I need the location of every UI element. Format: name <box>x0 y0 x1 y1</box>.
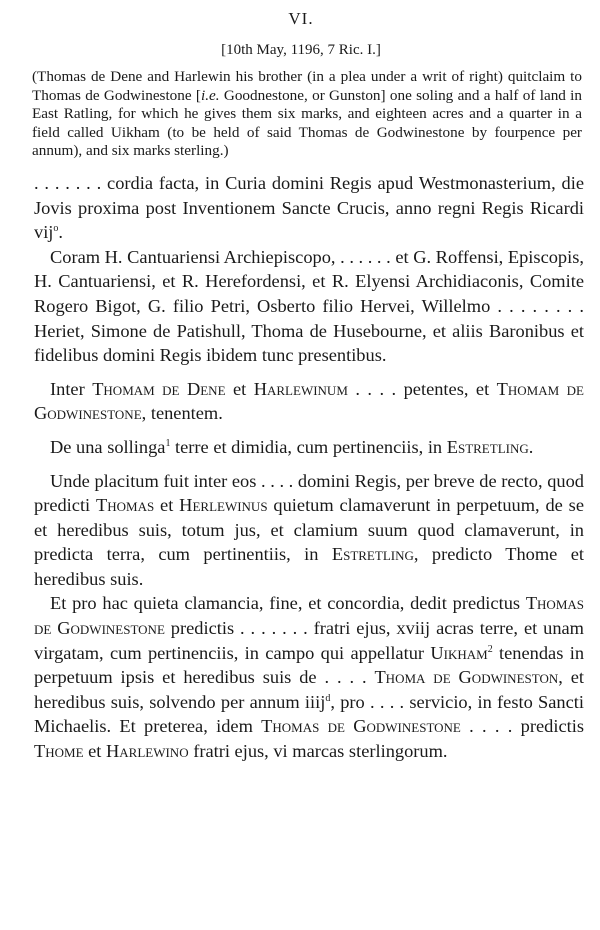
paragraph-consideration: Et pro hac quieta clamancia, fine, et concordia, dedit predictus Thomas de Godwinestone predictis . . . . . . . fratri ejus, xviij acras terre, et unam virgatam, cum pertinenciis, in campo qui appellatur Uikham$^2$ tenendas in perpetuum ipsis et heredibus suis de . . . . Thoma de Godwineston, et heredibus suis, solvendo per annum iiij$^d$, pro . . . . servicio, in festo Sancti Michaelis. Et preterea, idem Thomas de Godwinestone . . . . predictis Thome et Harlewino fratri ejus, vi marcas sterlingorum. <box>34 593 585 762</box>
charter-number: VI. <box>288 9 314 28</box>
paragraph-opening: . . . . . . . cordia facta, in Curia domini Regis apud Westmonasterium, die Jovis proxima post Inventionem Sancte Crucis, anno regni Regis Ricardi vij$^o$. <box>34 172 584 243</box>
paragraph-parties: Inter Thomam de Dene et Harlewinum . . . . petentes, et Thomam de Godwinestone, tenentem. <box>34 378 584 424</box>
charter-date: [10th May, 1196, 7 Ric. I.] <box>221 42 381 58</box>
paragraph-plea: Unde placitum fuit inter eos . . . . domini Regis, per breve de recto, quod predicti Thomas et Herlewinus quietum clamaverunt in perpetuum, de se et heredibus suis, totum jus, et clamium suum quod clamaverunt, in predicta terra, cum pertinentiis, in Estretling, predicto Thome et heredibus suis. <box>34 470 584 589</box>
english-summary: (Thomas de Dene and Harlewin his brother (in a plea under a writ of right) quitclaim to Thomas de Godwinestone [i.e. Goodnestone, or Gunston] one soling and a half of land in East Ratling, for which he gives them six marks, and eighteen acres and a quarter in a field called Uikham (to be held of said Thomas de Godwinestone by fourpence per annum), and six marks sterling.) <box>32 68 582 160</box>
latin-text <box>14 171 588 764</box>
paragraph-land: De una sollinga$^1$ terre et dimidia, cum pertinenciis, in Estretling. <box>50 436 534 457</box>
paragraph-witnesses: Coram H. Cantuariensi Archiepiscopo, . . . . . . et G. Roffensi, Episcopis, H. Cantuariensi, et R. Herefordensi, et R. Elyensi Archidiaconis, Comite Rogero Bigot, G. filio Petri, Osberto filio Hervei, Willelmo . . . . . . . . Heriet, Simone de Patishull, Thoma de Husebourne, et aliis Baronibus et fidelibus domini Regis ibidem tunc presentibus. <box>34 246 584 366</box>
